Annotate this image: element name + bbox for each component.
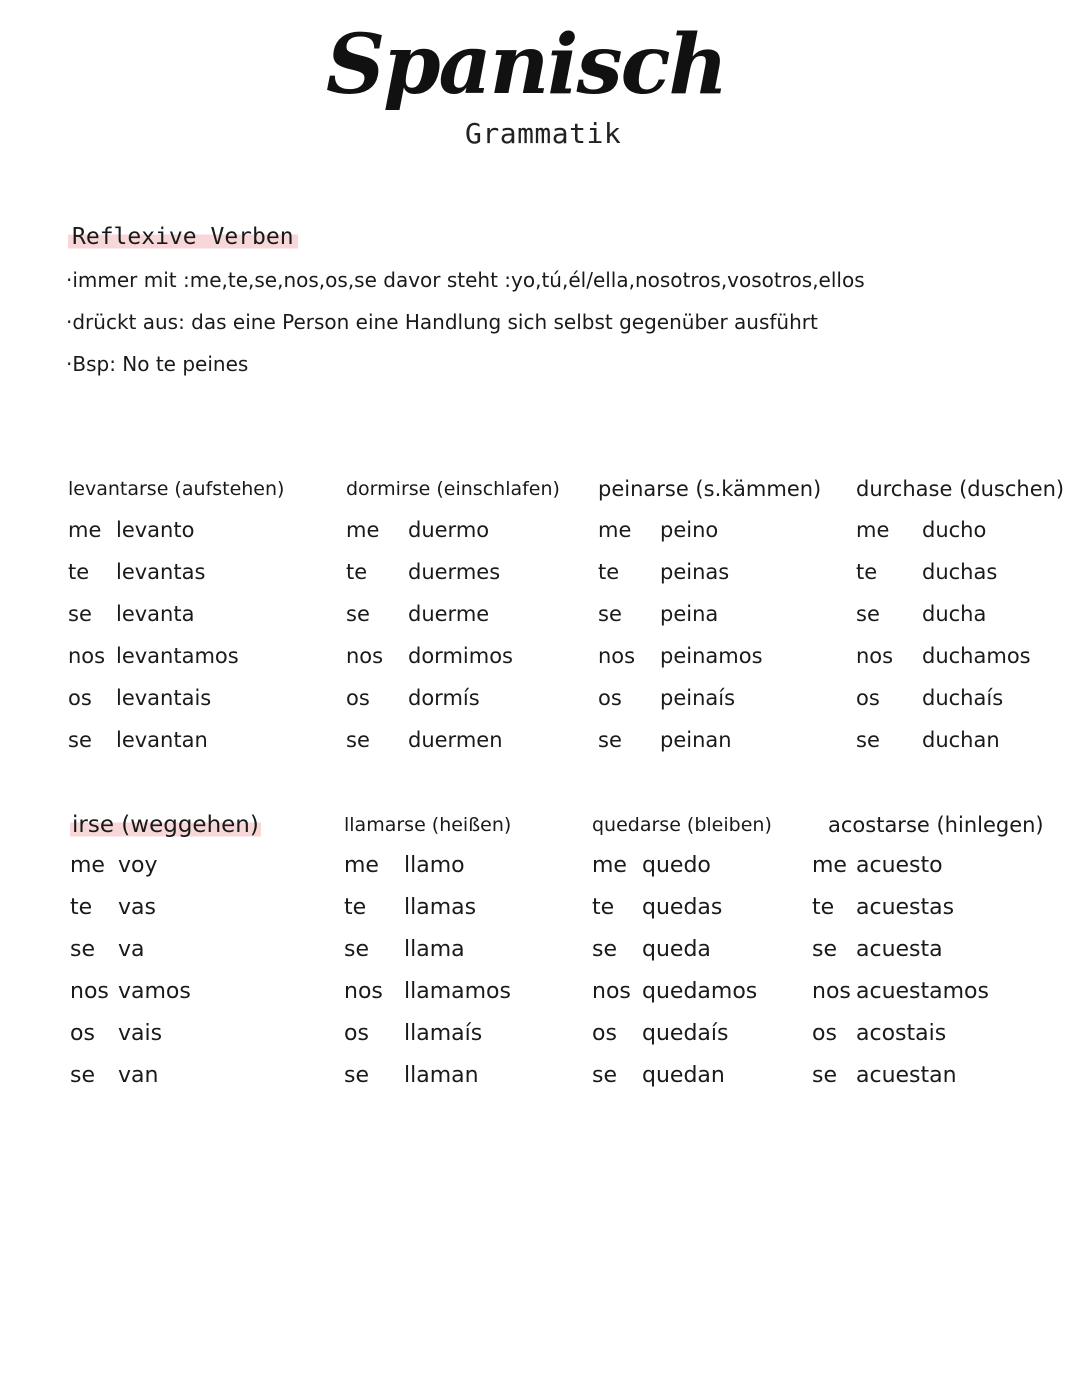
verb-form: voy — [118, 853, 158, 878]
verb-form: dormimos — [408, 644, 513, 668]
verb-form: peinaís — [660, 686, 736, 710]
verb-table-acostarse — [812, 812, 1044, 1104]
pronoun: me — [598, 518, 632, 542]
conjugation-row — [68, 600, 284, 642]
verb-form: ducho — [922, 518, 987, 542]
verb-form: duermo — [408, 518, 490, 542]
pronoun: nos — [812, 979, 851, 1004]
pronoun: te — [856, 560, 878, 584]
pronoun: nos — [598, 644, 636, 668]
pronoun: se — [70, 937, 95, 962]
verb-form: dormís — [408, 686, 480, 710]
verb-title — [70, 812, 261, 838]
conjugation-row — [856, 684, 1064, 726]
pronoun: se — [68, 728, 92, 752]
conjugation-row — [68, 558, 284, 600]
conjugation-row — [68, 642, 284, 684]
pronoun: te — [346, 560, 368, 584]
verb-form: peina — [660, 602, 719, 626]
verb-form: levanta — [116, 602, 195, 626]
pronoun: os — [70, 1021, 95, 1046]
conjugation-row — [856, 516, 1064, 558]
verb-form: vamos — [118, 979, 191, 1004]
conjugation-row — [68, 726, 284, 768]
conjugation-row — [346, 684, 560, 726]
verb-form: acuestamos — [856, 979, 989, 1004]
pronoun: os — [68, 686, 92, 710]
note-example: ·Bsp: No te peines — [66, 352, 249, 376]
pronoun: nos — [592, 979, 631, 1004]
verb-form: duchan — [922, 728, 1000, 752]
verb-form: quedas — [642, 895, 723, 920]
pronoun: me — [856, 518, 890, 542]
verb-title: acostarse (hinlegen) — [828, 813, 1044, 837]
verb-form: vas — [118, 895, 156, 920]
page-title: Spanisch — [326, 17, 727, 113]
conjugation-row — [344, 978, 511, 1020]
pronoun: me — [812, 853, 847, 878]
verb-table-dormirse — [346, 476, 560, 768]
page-subtitle: Grammatik — [465, 117, 622, 150]
pronoun: te — [70, 895, 93, 920]
pronoun: se — [346, 728, 370, 752]
pronoun: se — [598, 728, 622, 752]
conjugation-row — [346, 726, 560, 768]
pronoun: os — [344, 1021, 369, 1046]
verb-form: duerme — [408, 602, 490, 626]
verb-table-llamarse — [344, 812, 511, 1104]
conjugation-row — [68, 684, 284, 726]
pronoun: se — [812, 937, 837, 962]
verb-form: quedo — [642, 853, 711, 878]
pronoun: se — [592, 937, 617, 962]
verb-form: van — [118, 1063, 159, 1088]
verb-form: llama — [404, 937, 465, 962]
pronoun: os — [346, 686, 370, 710]
verb-form: levanto — [116, 518, 195, 542]
verb-form: duermes — [408, 560, 501, 584]
verb-form: quedamos — [642, 979, 758, 1004]
verb-table-irse — [70, 812, 261, 1104]
verb-form: acostais — [856, 1021, 947, 1046]
conjugation-row — [592, 894, 772, 936]
verb-table-levantarse — [68, 476, 284, 768]
pronoun: te — [68, 560, 90, 584]
verb-form: peinan — [660, 728, 732, 752]
verb-title: peinarse (s.kämmen) — [598, 477, 822, 501]
conjugation-row — [344, 1062, 511, 1104]
conjugation-row — [346, 516, 560, 558]
conjugation-row — [70, 936, 261, 978]
conjugation-row — [70, 852, 261, 894]
verb-form: llamo — [404, 853, 465, 878]
conjugation-row — [346, 600, 560, 642]
note-meaning: ·drückt aus: das eine Person eine Handlung sich selbst gegenüber ausführt — [66, 310, 818, 334]
verb-form: levantan — [116, 728, 208, 752]
conjugation-row — [592, 1062, 772, 1104]
conjugation-row — [856, 558, 1064, 600]
verb-form: duermen — [408, 728, 503, 752]
conjugation-row — [812, 1020, 1044, 1062]
conjugation-row — [70, 1020, 261, 1062]
conjugation-row — [856, 642, 1064, 684]
pronoun: se — [592, 1063, 617, 1088]
pronoun: te — [592, 895, 615, 920]
pronoun: se — [856, 728, 880, 752]
verb-form: peinamos — [660, 644, 763, 668]
verb-form: acuesta — [856, 937, 943, 962]
verb-form: llamaís — [404, 1021, 483, 1046]
pronoun: se — [344, 937, 369, 962]
verb-title: dormirse (einschlafen) — [346, 478, 560, 500]
verb-form: duchamos — [922, 644, 1031, 668]
pronoun: me — [592, 853, 627, 878]
verb-title: quedarse (bleiben) — [592, 814, 772, 836]
verb-form: acuesto — [856, 853, 943, 878]
verb-form: levantas — [116, 560, 206, 584]
conjugation-row — [70, 894, 261, 936]
conjugation-row — [812, 936, 1044, 978]
pronoun: se — [70, 1063, 95, 1088]
verb-form: llamamos — [404, 979, 511, 1004]
conjugation-row — [592, 852, 772, 894]
verb-form: quedaís — [642, 1021, 729, 1046]
pronoun: se — [344, 1063, 369, 1088]
conjugation-row — [346, 558, 560, 600]
pronoun: te — [344, 895, 367, 920]
verb-form: levantamos — [116, 644, 239, 668]
verb-title: levantarse (aufstehen) — [68, 478, 285, 500]
verb-form: ducha — [922, 602, 987, 626]
verb-form: llaman — [404, 1063, 479, 1088]
verb-title: llamarse (heißen) — [344, 814, 512, 836]
pronoun: os — [598, 686, 622, 710]
pronoun: os — [856, 686, 880, 710]
conjugation-row — [812, 852, 1044, 894]
conjugation-row — [812, 978, 1044, 1020]
verb-form: quedan — [642, 1063, 725, 1088]
verb-form: acuestan — [856, 1063, 957, 1088]
conjugation-row — [346, 642, 560, 684]
pronoun: me — [346, 518, 380, 542]
conjugation-row — [344, 894, 511, 936]
verb-table-quedarse — [592, 812, 772, 1104]
verb-table-ducharse — [856, 476, 1064, 768]
conjugation-row — [598, 558, 821, 600]
conjugation-row — [70, 978, 261, 1020]
pronoun: nos — [70, 979, 109, 1004]
verb-form: va — [118, 937, 145, 962]
conjugation-row — [598, 516, 821, 558]
verb-form: llamas — [404, 895, 477, 920]
pronoun: me — [344, 853, 379, 878]
verb-title-text: irse (weggehen) — [72, 812, 259, 838]
conjugation-row — [812, 894, 1044, 936]
pronoun: se — [598, 602, 622, 626]
verb-form: acuestas — [856, 895, 955, 920]
conjugation-row — [598, 684, 821, 726]
verb-form: queda — [642, 937, 711, 962]
pronoun: nos — [344, 979, 383, 1004]
section-heading — [68, 224, 298, 250]
verb-form: peino — [660, 518, 719, 542]
verb-form: duchas — [922, 560, 998, 584]
pronoun: te — [598, 560, 620, 584]
verb-title: durchase (duschen) — [856, 477, 1065, 501]
pronoun: os — [812, 1021, 837, 1046]
conjugation-row — [68, 516, 284, 558]
conjugation-row — [344, 1020, 511, 1062]
verb-form: peinas — [660, 560, 730, 584]
pronoun: se — [856, 602, 880, 626]
conjugation-row — [344, 852, 511, 894]
pronoun: se — [68, 602, 92, 626]
conjugation-row — [598, 726, 821, 768]
pronoun: me — [70, 853, 105, 878]
note-pronouns: ·immer mit :me,te,se,nos,os,se davor steht :yo,tú,él/ella,nosotros,vosotros,ellos — [66, 268, 865, 292]
verb-table-peinarse — [598, 476, 821, 768]
conjugation-row — [812, 1062, 1044, 1104]
conjugation-row — [592, 978, 772, 1020]
verb-form: duchaís — [922, 686, 1004, 710]
conjugation-row — [856, 600, 1064, 642]
conjugation-row — [856, 726, 1064, 768]
pronoun: os — [592, 1021, 617, 1046]
conjugation-row — [592, 1020, 772, 1062]
pronoun: nos — [346, 644, 384, 668]
pronoun: se — [346, 602, 370, 626]
pronoun: nos — [856, 644, 894, 668]
pronoun: te — [812, 895, 835, 920]
section-heading-text: Reflexive Verben — [68, 224, 298, 250]
conjugation-row — [592, 936, 772, 978]
verb-form: levantais — [116, 686, 212, 710]
pronoun: nos — [68, 644, 106, 668]
pronoun: me — [68, 518, 102, 542]
conjugation-row — [344, 936, 511, 978]
conjugation-row — [598, 600, 821, 642]
conjugation-row — [598, 642, 821, 684]
conjugation-row — [70, 1062, 261, 1104]
pronoun: se — [812, 1063, 837, 1088]
verb-form: vais — [118, 1021, 163, 1046]
